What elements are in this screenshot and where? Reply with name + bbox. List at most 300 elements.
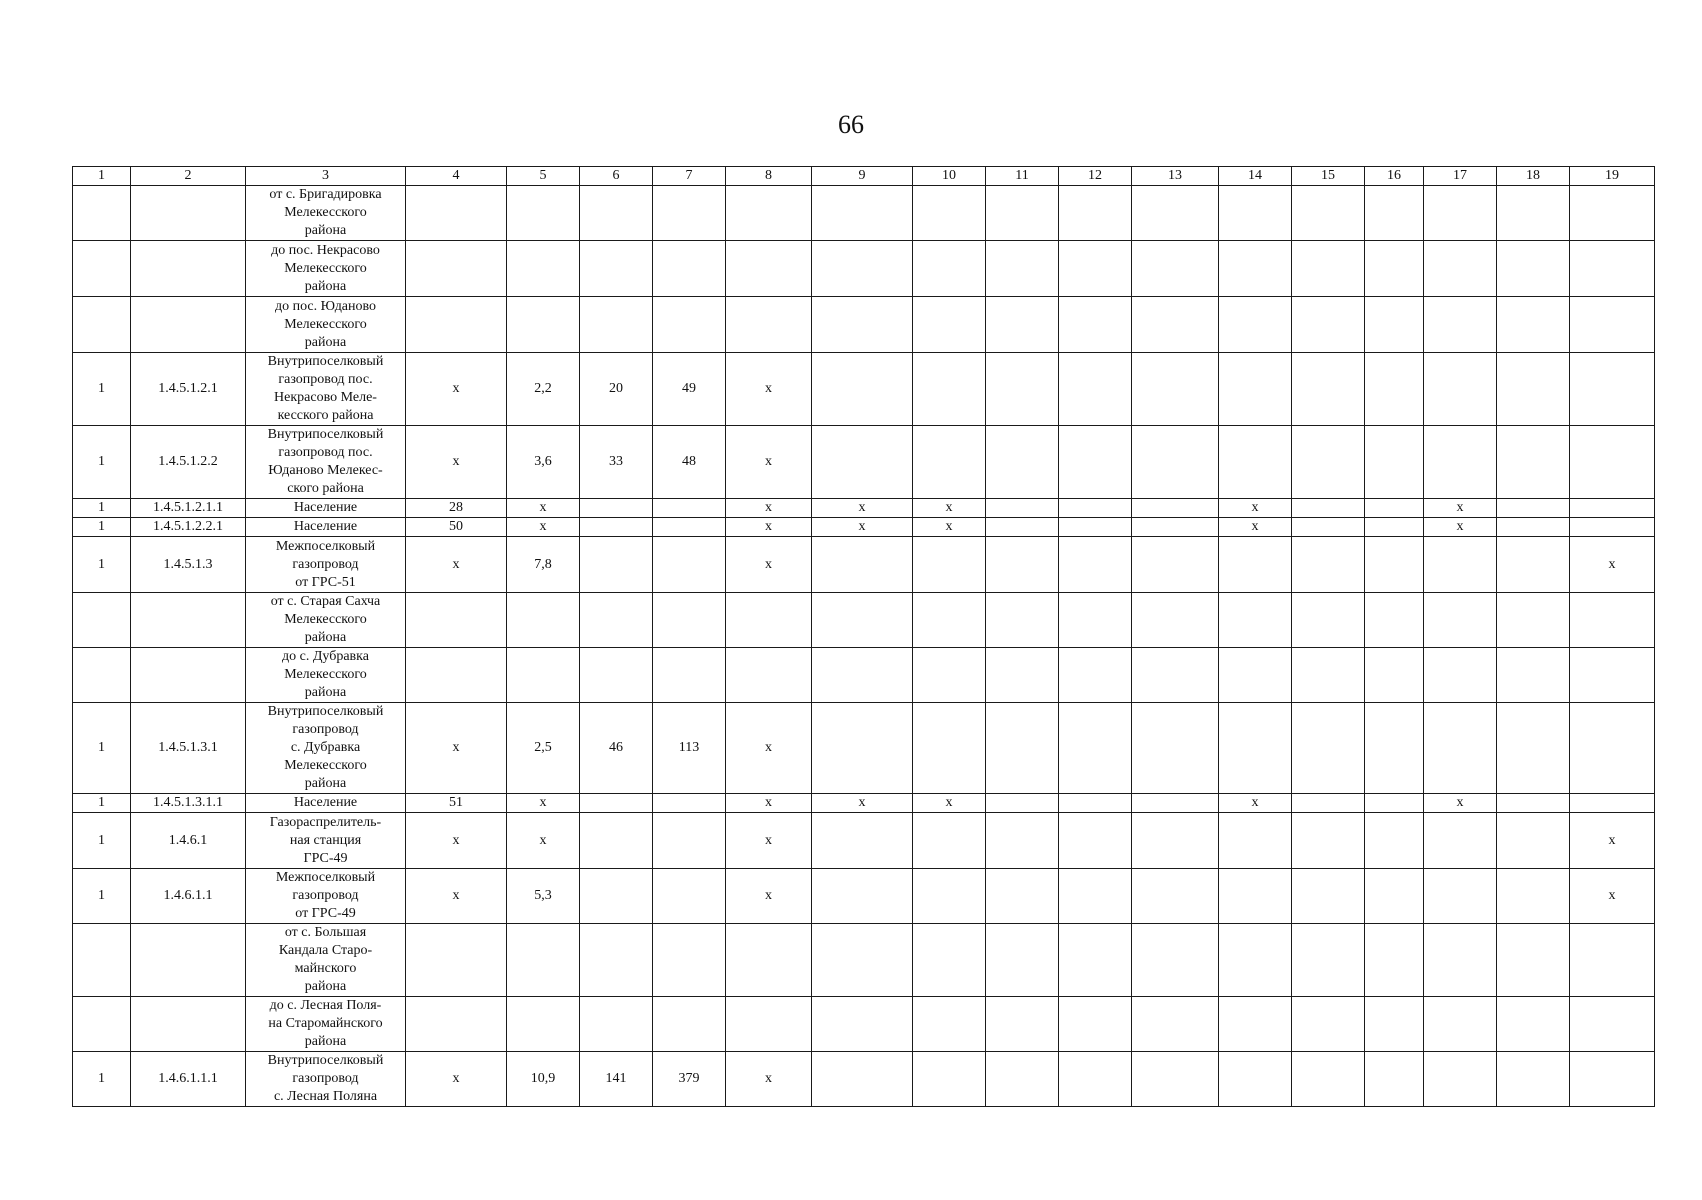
header-cell-1: 1 [73, 167, 131, 186]
table-cell: 1 [73, 499, 131, 518]
table-cell [1292, 297, 1365, 353]
table-cell [1497, 869, 1570, 924]
table-cell [726, 593, 812, 648]
table-cell [1365, 648, 1424, 703]
table-cell [1497, 537, 1570, 593]
table-cell [1424, 353, 1497, 426]
table-cell [1219, 1052, 1292, 1107]
table-cell [812, 241, 913, 297]
table-cell [1132, 924, 1219, 997]
table-cell [1132, 241, 1219, 297]
header-cell-11: 11 [986, 167, 1059, 186]
table-cell [1570, 499, 1655, 518]
table-cell [653, 518, 726, 537]
table-cell [1132, 648, 1219, 703]
table-cell: х [812, 794, 913, 813]
table-cell [1497, 703, 1570, 794]
table-cell [1059, 518, 1132, 537]
table-cell [653, 794, 726, 813]
table-cell: х [812, 518, 913, 537]
table-cell: 1.4.6.1.1.1 [131, 1052, 246, 1107]
table-cell [1292, 186, 1365, 241]
header-cell-8: 8 [726, 167, 812, 186]
table-cell [913, 997, 986, 1052]
table-cell: 1 [73, 794, 131, 813]
table-cell: 50 [406, 518, 507, 537]
table-cell [1497, 241, 1570, 297]
table-cell [1570, 518, 1655, 537]
table-cell: х [1424, 499, 1497, 518]
table-cell [406, 648, 507, 703]
table-cell [580, 241, 653, 297]
table-cell [1292, 813, 1365, 869]
table-cell: 46 [580, 703, 653, 794]
table-cell [131, 241, 246, 297]
table-cell [913, 241, 986, 297]
table-cell: до с. Лесная Поля- на Старомайнского района [246, 997, 406, 1052]
table-row [73, 241, 1655, 297]
table-cell [1132, 593, 1219, 648]
table-cell [1132, 794, 1219, 813]
table-cell [1365, 997, 1424, 1052]
table-cell [1497, 186, 1570, 241]
table-cell [913, 1052, 986, 1107]
table-cell: 1.4.5.1.2.1 [131, 353, 246, 426]
table-cell [986, 648, 1059, 703]
table-cell: 1.4.5.1.3.1 [131, 703, 246, 794]
table-cell [1570, 353, 1655, 426]
table-cell [73, 924, 131, 997]
header-cell-12: 12 [1059, 167, 1132, 186]
table-cell [1219, 593, 1292, 648]
table-cell [726, 186, 812, 241]
table-cell [1059, 186, 1132, 241]
table-cell [580, 794, 653, 813]
table-cell: х [1219, 518, 1292, 537]
table-cell: Внутрипоселковый газопровод пос. Некрасово Меле- кесского района [246, 353, 406, 426]
table-cell: 1 [73, 703, 131, 794]
table-cell [1365, 518, 1424, 537]
table-cell [580, 537, 653, 593]
header-cell-19: 19 [1570, 167, 1655, 186]
table-cell [913, 813, 986, 869]
table-cell: 33 [580, 426, 653, 499]
table-cell: 48 [653, 426, 726, 499]
table-cell [131, 593, 246, 648]
table-cell [580, 869, 653, 924]
table-cell [1292, 924, 1365, 997]
table-cell [986, 869, 1059, 924]
table-row [73, 518, 1655, 537]
table-cell [653, 537, 726, 593]
table-cell [1365, 924, 1424, 997]
table-cell: 1.4.6.1.1 [131, 869, 246, 924]
header-cell-15: 15 [1292, 167, 1365, 186]
table-cell: Население [246, 499, 406, 518]
table-cell [653, 186, 726, 241]
table-cell [1570, 297, 1655, 353]
header-cell-14: 14 [1219, 167, 1292, 186]
table-cell [1365, 869, 1424, 924]
header-cell-16: 16 [1365, 167, 1424, 186]
table-cell: х [406, 353, 507, 426]
table-cell: 379 [653, 1052, 726, 1107]
table-cell [580, 648, 653, 703]
table-cell [812, 869, 913, 924]
table-cell [580, 997, 653, 1052]
table-cell: Население [246, 794, 406, 813]
table-cell [131, 648, 246, 703]
table-cell [986, 426, 1059, 499]
table-cell [1132, 186, 1219, 241]
table-cell [1497, 518, 1570, 537]
table-cell [1219, 869, 1292, 924]
table-cell [1497, 353, 1570, 426]
table-cell: х [726, 869, 812, 924]
table-cell [913, 537, 986, 593]
table-cell: 7,8 [507, 537, 580, 593]
header-cell-3: 3 [246, 167, 406, 186]
table-cell: 3,6 [507, 426, 580, 499]
table-cell [1497, 648, 1570, 703]
table-cell [726, 648, 812, 703]
table-cell: х [726, 794, 812, 813]
table-cell [580, 499, 653, 518]
table-cell [73, 186, 131, 241]
table-cell [580, 297, 653, 353]
table-cell [1292, 593, 1365, 648]
table-cell: х [913, 518, 986, 537]
table-cell: 113 [653, 703, 726, 794]
table-cell [1219, 186, 1292, 241]
table-cell [1292, 241, 1365, 297]
table-cell [1219, 537, 1292, 593]
table-cell [1132, 813, 1219, 869]
table-cell [653, 869, 726, 924]
table-cell: 49 [653, 353, 726, 426]
table-row [73, 353, 1655, 426]
table-cell [507, 924, 580, 997]
table-cell: 1 [73, 426, 131, 499]
table-cell [812, 537, 913, 593]
table-cell [653, 813, 726, 869]
table-cell [1059, 794, 1132, 813]
table-cell [406, 241, 507, 297]
table-cell [1219, 241, 1292, 297]
table-cell: х [1570, 813, 1655, 869]
table-cell [73, 593, 131, 648]
table-cell [1059, 426, 1132, 499]
table-row [73, 813, 1655, 869]
table-cell [726, 997, 812, 1052]
table-cell: х [507, 518, 580, 537]
table-cell [73, 997, 131, 1052]
table-cell: 1.4.5.1.3.1.1 [131, 794, 246, 813]
table-cell [1292, 499, 1365, 518]
table-cell [1497, 813, 1570, 869]
table-cell [812, 997, 913, 1052]
table-cell: х [406, 703, 507, 794]
table-cell [653, 499, 726, 518]
table-cell [1424, 997, 1497, 1052]
table-cell [986, 297, 1059, 353]
table-cell [1059, 924, 1132, 997]
table-cell: х [726, 518, 812, 537]
table-cell: х [726, 703, 812, 794]
table-cell [1424, 703, 1497, 794]
table-cell [1497, 1052, 1570, 1107]
table-cell [1132, 537, 1219, 593]
table-cell: от с. Большая Кандала Старо- майнского района [246, 924, 406, 997]
table-cell [1570, 593, 1655, 648]
table-cell: 1 [73, 869, 131, 924]
table-cell [406, 593, 507, 648]
header-cell-13: 13 [1132, 167, 1219, 186]
table-cell [653, 593, 726, 648]
table-cell [131, 297, 246, 353]
table-cell [1424, 924, 1497, 997]
table-cell [1132, 297, 1219, 353]
header-cell-5: 5 [507, 167, 580, 186]
table-cell: до с. Дубравка Мелекесского района [246, 648, 406, 703]
table-cell: х [726, 813, 812, 869]
table-row [73, 997, 1655, 1052]
table-cell [580, 518, 653, 537]
table-cell: от с. Старая Сахча Мелекесского района [246, 593, 406, 648]
table-cell [1059, 648, 1132, 703]
table-cell [406, 186, 507, 241]
table-cell: х [812, 499, 913, 518]
table-cell [1424, 869, 1497, 924]
data-table [72, 166, 1655, 1107]
table-cell [913, 648, 986, 703]
table-cell: х [726, 499, 812, 518]
table-cell: х [1424, 518, 1497, 537]
table-cell [1292, 426, 1365, 499]
table-cell [1059, 869, 1132, 924]
table-cell: до пос. Юданово Мелекесского района [246, 297, 406, 353]
table-cell [1365, 703, 1424, 794]
table-row [73, 186, 1655, 241]
table-cell [653, 648, 726, 703]
table-cell [913, 353, 986, 426]
table-cell [1365, 593, 1424, 648]
table-cell [1570, 1052, 1655, 1107]
table-cell [812, 353, 913, 426]
table-cell: 1.4.5.1.2.2 [131, 426, 246, 499]
table-row [73, 537, 1655, 593]
table-cell: х [1219, 499, 1292, 518]
table-cell [986, 924, 1059, 997]
table-cell [986, 813, 1059, 869]
table-row [73, 794, 1655, 813]
table-row [73, 703, 1655, 794]
table-cell [1424, 593, 1497, 648]
table-cell [1059, 1052, 1132, 1107]
table-cell [406, 924, 507, 997]
table-cell: х [1424, 794, 1497, 813]
header-cell-4: 4 [406, 167, 507, 186]
table-cell [1570, 241, 1655, 297]
table-cell: 2,5 [507, 703, 580, 794]
table-cell [986, 499, 1059, 518]
table-cell [726, 241, 812, 297]
table-cell: 1 [73, 537, 131, 593]
table-cell [986, 703, 1059, 794]
table-cell [1059, 997, 1132, 1052]
table-cell [1292, 794, 1365, 813]
table-cell [131, 997, 246, 1052]
table-cell [1292, 997, 1365, 1052]
table-cell: х [726, 426, 812, 499]
table-cell [1497, 997, 1570, 1052]
table-cell [913, 426, 986, 499]
table-cell [1365, 1052, 1424, 1107]
table-cell [1059, 813, 1132, 869]
table-cell [1424, 813, 1497, 869]
table-cell [580, 813, 653, 869]
table-cell [1059, 537, 1132, 593]
header-cell-6: 6 [580, 167, 653, 186]
table-cell [580, 186, 653, 241]
table-cell [406, 297, 507, 353]
table-cell [1219, 297, 1292, 353]
table-cell [1424, 186, 1497, 241]
table-cell: Внутрипоселковый газопровод с. Лесная Поляна [246, 1052, 406, 1107]
table-cell [812, 1052, 913, 1107]
table-cell [653, 297, 726, 353]
table-row [73, 297, 1655, 353]
table-cell: Население [246, 518, 406, 537]
table-cell [913, 869, 986, 924]
table-cell [1219, 997, 1292, 1052]
table-cell [1424, 241, 1497, 297]
table-cell [1497, 794, 1570, 813]
table-cell [812, 813, 913, 869]
table-cell: 1 [73, 813, 131, 869]
table-cell: х [913, 794, 986, 813]
table-cell: 5,3 [507, 869, 580, 924]
table-cell [1059, 241, 1132, 297]
table-cell [1219, 813, 1292, 869]
table-cell: х [726, 353, 812, 426]
table-cell [1424, 297, 1497, 353]
table-cell [1424, 537, 1497, 593]
table-body [73, 167, 1655, 1107]
table-cell [1059, 297, 1132, 353]
table-cell [1365, 426, 1424, 499]
table-cell: 51 [406, 794, 507, 813]
table-cell [507, 297, 580, 353]
table-cell [986, 794, 1059, 813]
table-cell [1365, 499, 1424, 518]
table-cell [1132, 518, 1219, 537]
table-cell: 20 [580, 353, 653, 426]
table-cell [1424, 1052, 1497, 1107]
table-cell: 28 [406, 499, 507, 518]
table-cell [812, 703, 913, 794]
table-cell [1292, 869, 1365, 924]
header-row [73, 167, 1655, 186]
table-cell: х [1219, 794, 1292, 813]
table-cell: 1.4.5.1.2.1.1 [131, 499, 246, 518]
table-cell: х [406, 869, 507, 924]
table-row [73, 924, 1655, 997]
header-cell-2: 2 [131, 167, 246, 186]
table-cell [1059, 499, 1132, 518]
table-cell [1059, 703, 1132, 794]
table-cell [1570, 924, 1655, 997]
table-cell [1497, 593, 1570, 648]
table-row [73, 426, 1655, 499]
table-cell [1059, 353, 1132, 426]
table-cell [812, 186, 913, 241]
table-cell [73, 648, 131, 703]
table-cell: 1.4.6.1 [131, 813, 246, 869]
table-cell [1365, 186, 1424, 241]
table-cell [580, 593, 653, 648]
table-cell [986, 537, 1059, 593]
table-cell [1219, 648, 1292, 703]
table-cell: до пос. Некрасово Мелекесского района [246, 241, 406, 297]
table-cell [1292, 518, 1365, 537]
table-cell: Межпоселковый газопровод от ГРС-51 [246, 537, 406, 593]
table-cell [1570, 997, 1655, 1052]
table-cell [1570, 794, 1655, 813]
table-cell: 10,9 [507, 1052, 580, 1107]
table-cell [1132, 997, 1219, 1052]
table-cell [913, 593, 986, 648]
table-cell [986, 241, 1059, 297]
table-cell [1292, 1052, 1365, 1107]
table-cell [1365, 537, 1424, 593]
table-cell [913, 297, 986, 353]
table-cell: х [507, 499, 580, 518]
table-cell [1292, 648, 1365, 703]
table-cell [580, 924, 653, 997]
table-cell [913, 703, 986, 794]
table-row [73, 648, 1655, 703]
table-cell [1132, 1052, 1219, 1107]
table-cell [986, 997, 1059, 1052]
table-cell [507, 648, 580, 703]
table-cell: х [406, 813, 507, 869]
table-cell [913, 924, 986, 997]
table-cell [1365, 813, 1424, 869]
table-cell: 1 [73, 518, 131, 537]
table-cell [1497, 924, 1570, 997]
table-cell [1292, 537, 1365, 593]
table-cell [1570, 703, 1655, 794]
table-cell: х [507, 794, 580, 813]
header-cell-17: 17 [1424, 167, 1497, 186]
table-cell: от с. Бригадировка Мелекесского района [246, 186, 406, 241]
table-cell [812, 297, 913, 353]
table-cell [812, 593, 913, 648]
table-cell [1365, 297, 1424, 353]
table-cell [507, 997, 580, 1052]
table-cell [1497, 499, 1570, 518]
table-cell [1292, 703, 1365, 794]
table-cell: х [726, 1052, 812, 1107]
table-cell [1570, 648, 1655, 703]
table-cell [1219, 426, 1292, 499]
table-cell [986, 593, 1059, 648]
table-cell: 1.4.5.1.3 [131, 537, 246, 593]
table-cell [507, 593, 580, 648]
table-cell: Газораспрелитель- ная станция ГРС-49 [246, 813, 406, 869]
table-cell [1292, 353, 1365, 426]
